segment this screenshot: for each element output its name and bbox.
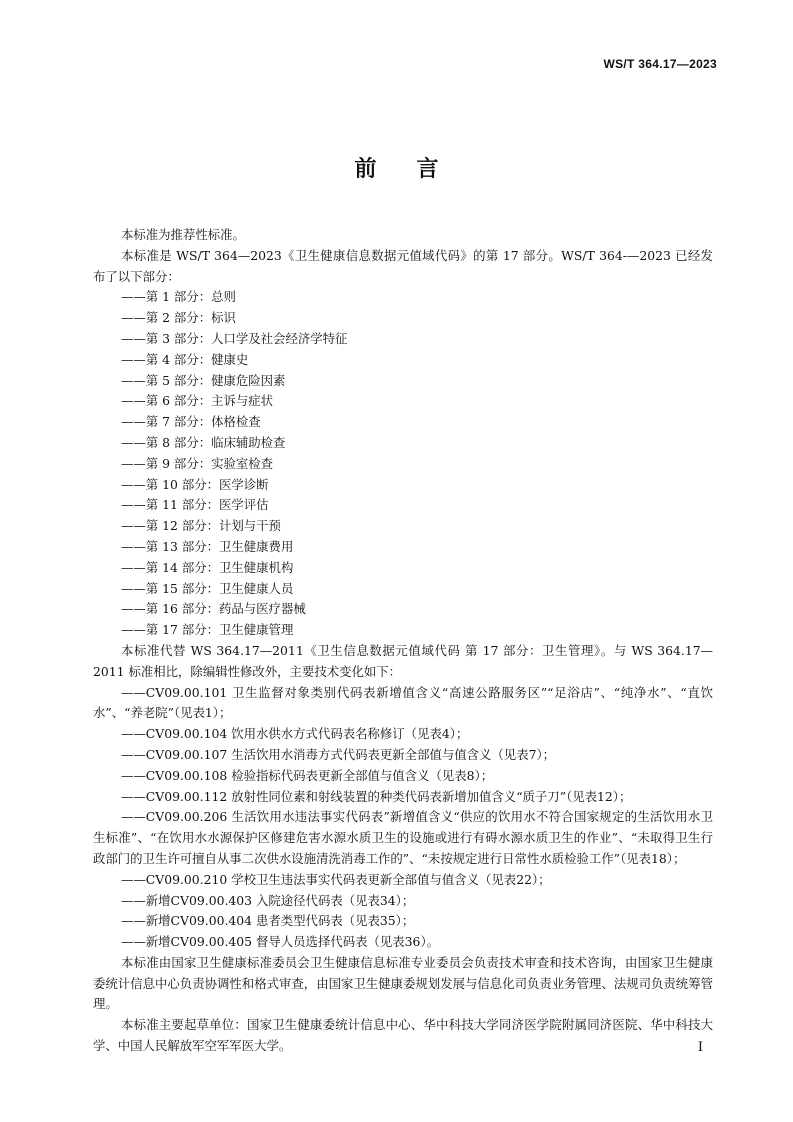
paragraph: 本标准由国家卫生健康标准委员会卫生健康信息标准专业委员会负责技术审查和技术咨询，由国家卫生健康委统计信息中心负责协调性和格式审查，由国家卫生健康委规划发展与信息化司负责业务管理、法规司负责统筹管理。 [93,954,713,1012]
list-item: ——第 3 部分：人口学及社会经济学特征 [121,330,348,346]
list-item: ——CV09.00.101 卫生监督对象类别代码表新增值含义“高速公路服务区”“足浴店”、“纯净水”、“直饮水”、“养老院”（见表1）； [93,684,713,721]
list-item: ——新增CV09.00.405 督导人员选择代码表（见表36）。 [121,934,440,950]
paragraph: 本标准主要起草单位：国家卫生健康委统计信息中心、华中科技大学同济医学院附属同济医院、华中科技大学、中国人民解放军空军军医大学。 [93,1017,713,1054]
paragraph: 本标准代替 WS 364.17—2011《卫生信息数据元值域代码 第 17 部分：卫生管理》。与 WS 364.17—2011 标准相比，除编辑性修改外，主要技术变化如下： [93,642,713,679]
document-code: WS/T 364.17—2023 [603,57,717,71]
parts-list [93,287,713,641]
list-item: ——第 6 部分：主诉与症状 [121,393,274,409]
paragraph: 本标准为推荐性标准。 [121,227,245,242]
list-item: ——第 13 部分：卫生健康费用 [121,538,294,554]
list-item: ——第 10 部分：医学诊断 [121,476,269,492]
list-item: ——第 2 部分：标识 [121,310,236,326]
list-item: ——第 4 部分：健康史 [121,351,249,367]
changes-list [93,683,713,953]
page-number: I [697,1040,703,1055]
list-item: ——CV09.00.108 检验指标代码表更新全部值与值含义（见表8）； [121,767,494,783]
list-item: ——CV09.00.104 饮用水供水方式代码表名称修订（见表4）； [121,726,469,742]
list-item: ——第 11 部分：医学评估 [121,497,269,513]
list-item: ——新增CV09.00.404 患者类型代码表（见表35）； [121,913,415,929]
list-item: ——第 16 部分：药品与医疗器械 [121,601,306,617]
list-item: ——CV09.00.210 学校卫生违法事实代码表更新全部值与值含义（见表22）； [121,871,551,887]
list-item: ——第 7 部分：体格检查 [121,414,261,430]
list-item: ——第 12 部分：计划与干预 [121,518,281,534]
list-item: ——CV09.00.107 生活饮用水消毒方式代码表更新全部值与值含义（见表7）； [121,746,556,762]
list-item: ——CV09.00.112 放射性同位素和射线装置的种类代码表新增加值含义“质子刀”（见表12）； [121,788,632,804]
list-item: ——新增CV09.00.403 入院途径代码表（见表34）； [121,892,415,908]
page-title: 前言 [354,157,479,182]
list-item: ——第 14 部分：卫生健康机构 [121,559,294,575]
list-item: ——第 15 部分：卫生健康人员 [121,580,294,596]
list-item: ——CV09.00.206 生活饮用水违法事实代码表”新增值含义“供应的饮用水不符合国家规定的生活饮用水卫生标准”、“在饮用水水源保护区修建危害水源水质卫生的设施或进行有碍水源水质卫生的作业”、“未取得卫生行政部门的卫生许可擅自从事二次供水设施清洗消毒工作的”、“未按规定进行日常性水质检验工作”（见表18）； [93,809,713,866]
list-item: ——第 17 部分：卫生健康管理 [121,622,294,638]
document-body [93,225,713,1057]
list-item: ——第 5 部分：健康危险因素 [121,372,286,388]
list-item: ——第 9 部分：实验室检查 [121,455,274,471]
list-item: ——第 8 部分：临床辅助检查 [121,434,286,450]
list-item: ——第 1 部分：总则 [121,289,236,305]
paragraph: 本标准是 WS/T 364—2023《卫生健康信息数据元值域代码》的第 17 部分。WS/T 364-—2023 已经发布了以下部分： [93,247,713,284]
